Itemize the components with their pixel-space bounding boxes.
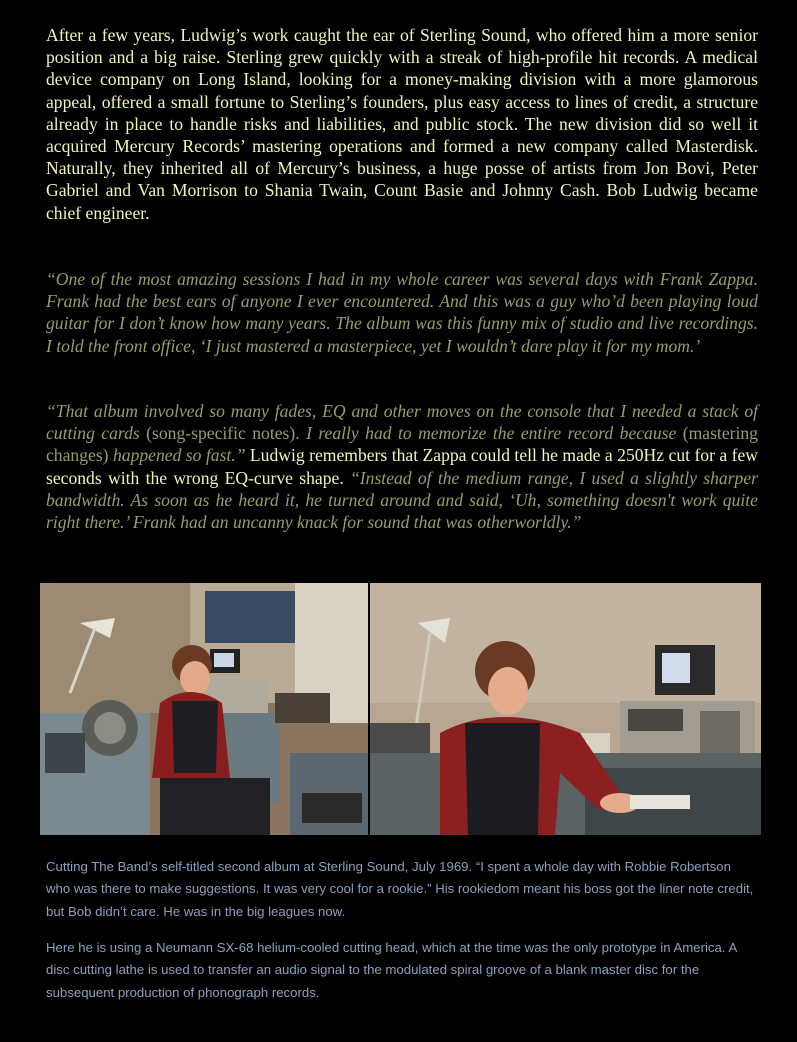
- zappa-quote-2: [46, 400, 758, 533]
- quote-aside: (mastering changes): [46, 423, 758, 466]
- photo-cutting-lathe-right: [370, 583, 761, 835]
- quote-segment: happened so fast.”: [112, 445, 246, 466]
- quote-text: “One of the most amazing sessions I had in my whole career was several days with Frank Zappa. Frank had the best ears of anyone I ever encountered. And this was a guy who’d been playing loud guitar for I don’t know how many years. The album was this funny mix of studio and live recordings. I told the front office, ‘I just mastered a masterpiece, yet I wouldn’t dare play it for my mom.’: [46, 269, 758, 356]
- photo-illustration: [370, 583, 761, 835]
- narrative-sentence: Ludwig remembers that Zappa could tell he made a 250Hz cut for a few seconds with the wrong EQ-curve shape.: [46, 445, 759, 488]
- photo-caption-1: Cutting The Band’s self-titled second album at Sterling Sound, July 1969. “I spent a whole day with Robbie Robertson who was there to make suggestions. It was very cool for a rookie.” His rookiedom meant his boss got the liner note credit, but Bob didn’t care. He was in the big leagues now.: [46, 859, 754, 919]
- quote-segment: I really had to memorize the entire record because: [306, 423, 677, 444]
- zappa-quote-1: [46, 268, 758, 357]
- quote-segment: “That album involved so many fades, EQ and other moves on the console that I needed a stack of cutting cards: [46, 401, 758, 444]
- photo-illustration: [40, 583, 368, 835]
- photo-caption-2: Here he is using a Neumann SX-68 helium-cooled cutting head, which at the time was the only prototype in America. A disc cutting lathe is used to transfer an audio signal to the modulated spiral groove of a blank master disc for the subsequent production of phonograph records.: [46, 940, 737, 1000]
- quote-aside: (song-specific notes).: [139, 423, 307, 444]
- article-paragraph: After a few years, Ludwig’s work caught the ear of Sterling Sound, who offered him a more senior position and a big raise. Sterling grew quickly with a streak of high-profile hit records. A medical device company on Long Island, looking for a money-making division with a more glamorous appeal, offered a small fortune to Sterling’s founders, plus easy access to lines of credit, a structure already in place to handle risks and liabilities, and public stock. The new division did so well it acquired Mercury Records’ mastering operations and formed a new company called Masterdisk. Naturally, they inherited all of Mercury’s business, a huge posse of artists from Jon Bovi, Peter Gabriel and Van Morrison to Shania Twain, Count Basie and Johnny Cash. Bob Ludwig became chief engineer.: [46, 25, 758, 223]
- photo-mastering-room-left: [40, 583, 368, 835]
- quote-segment: “Instead of the medium range, I used a slightly sharper bandwidth. As soon as he heard it, he turned around and said, ‘Uh, something doesn't work quite right there.’ Frank had an uncanny knack for sound that was otherworldly.”: [46, 467, 758, 533]
